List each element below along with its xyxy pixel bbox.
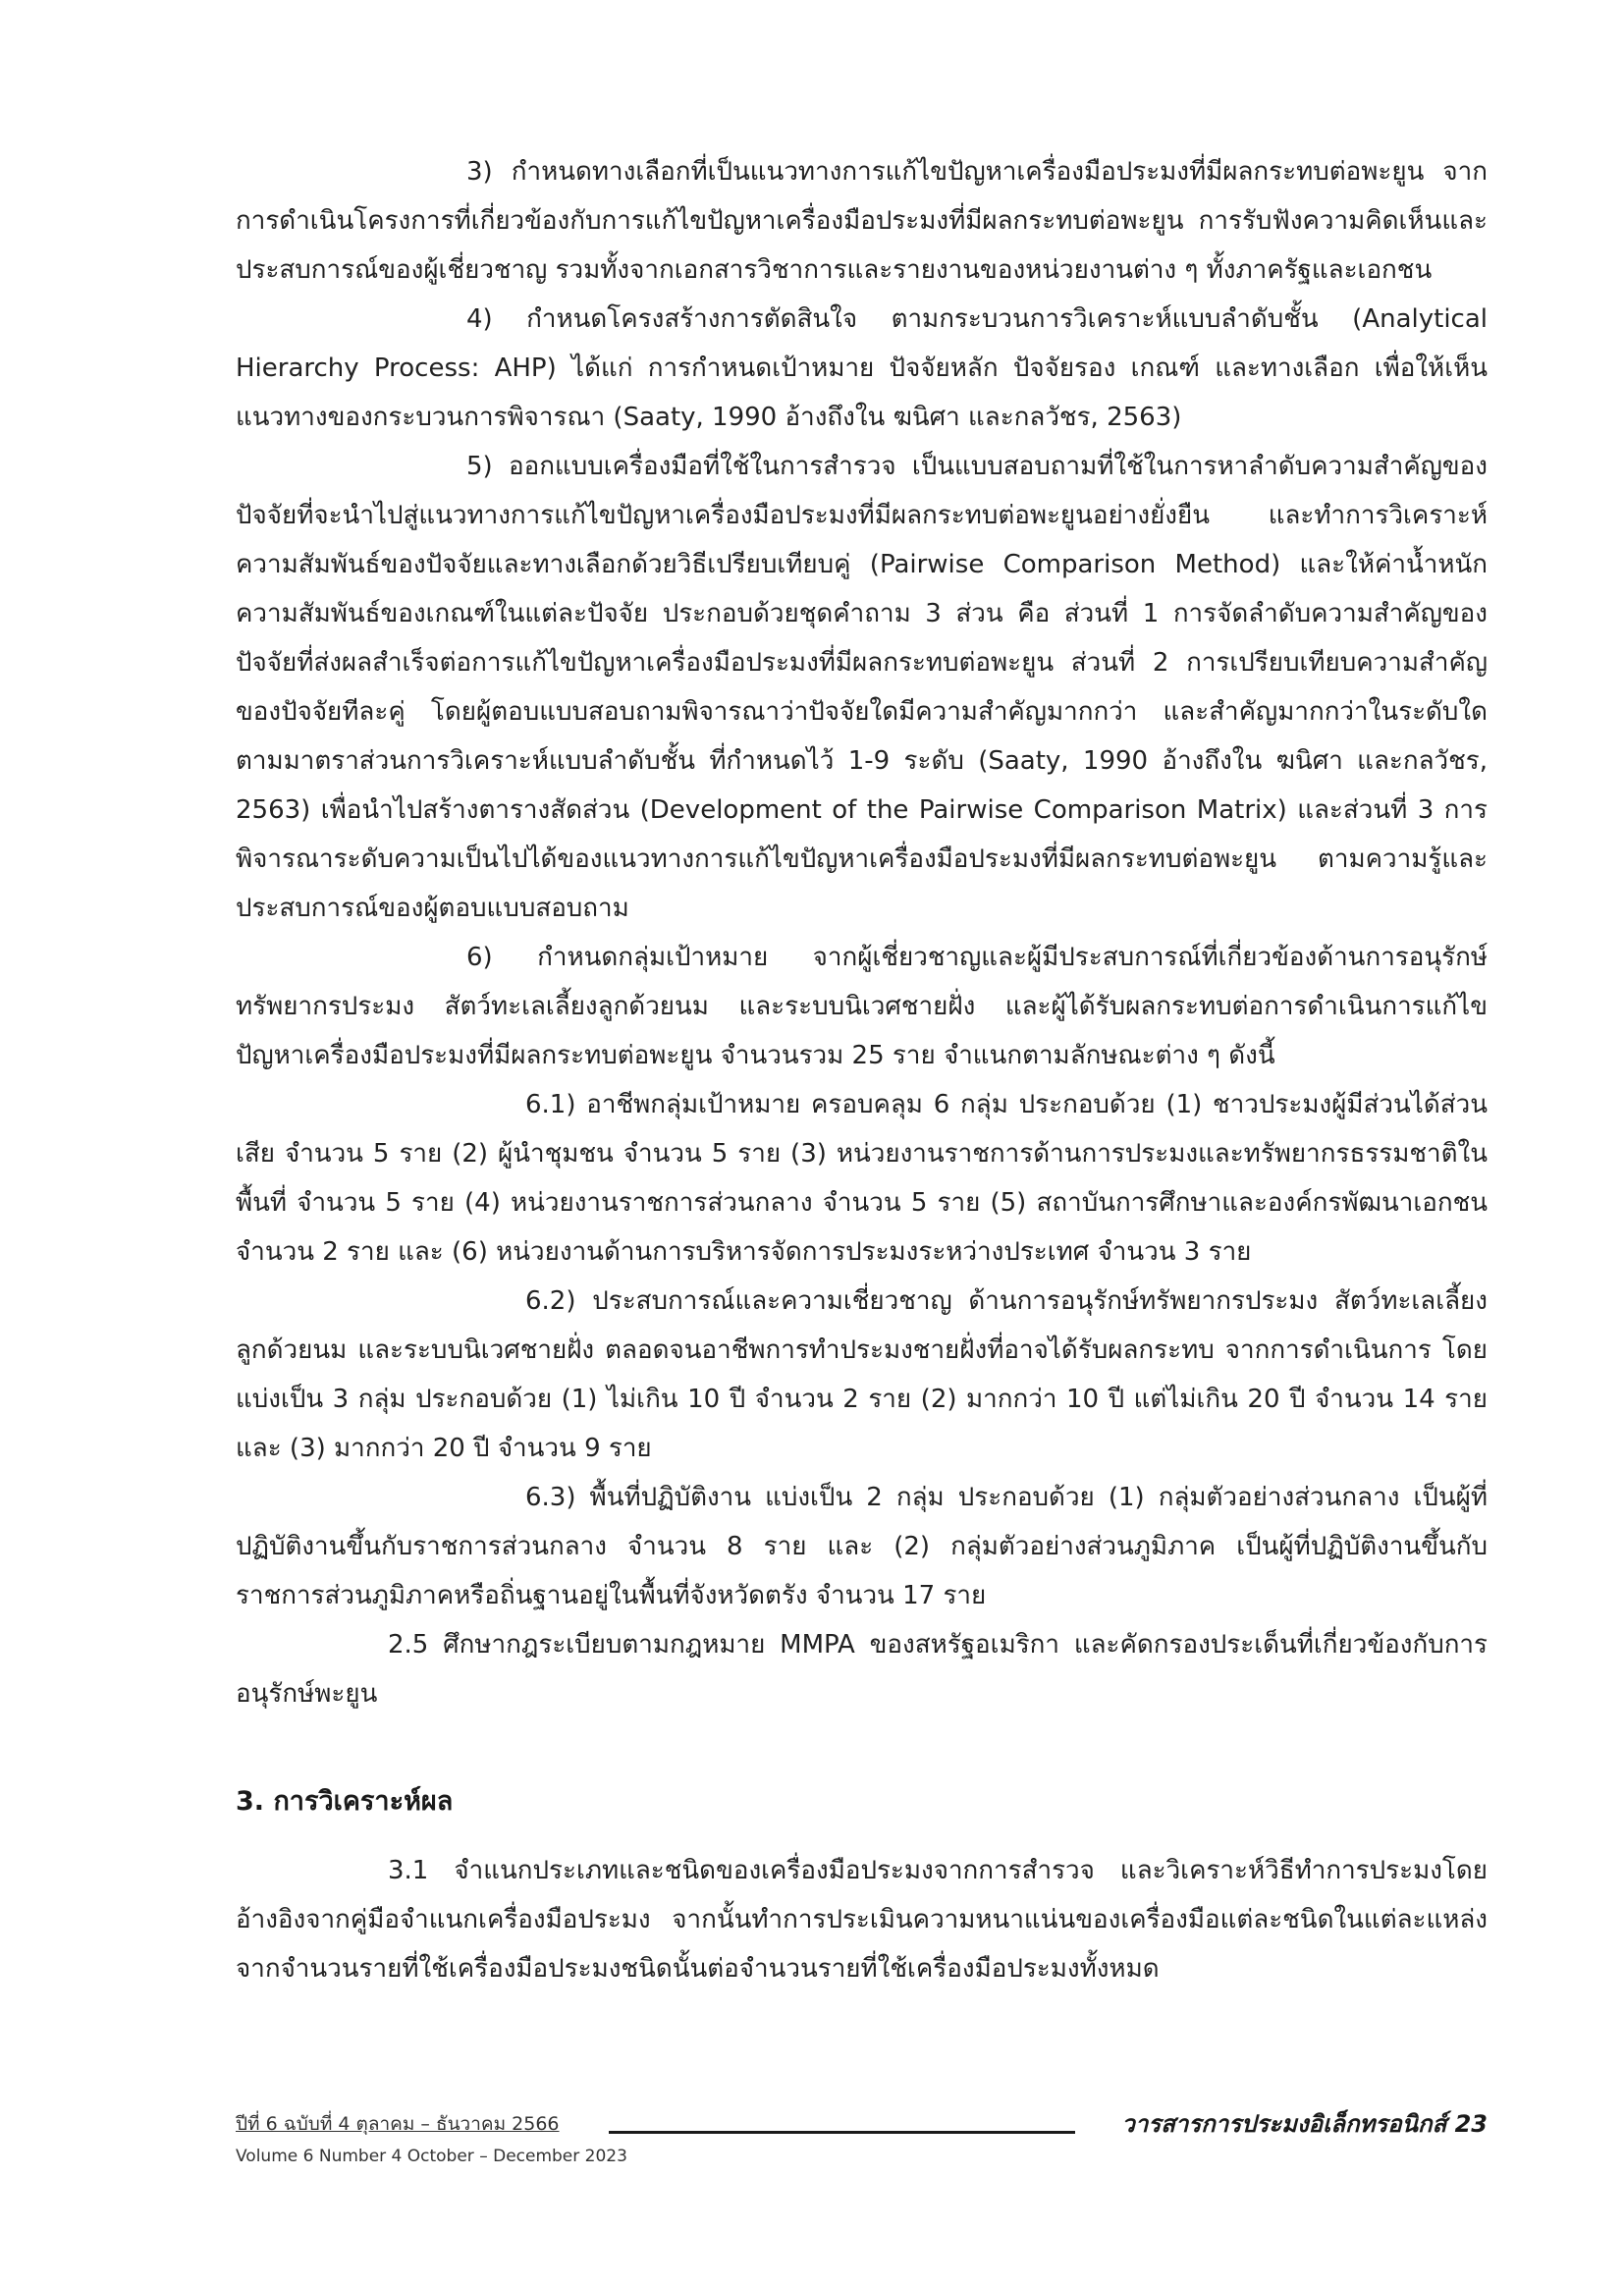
paragraph-step-3: 3) กำหนดทางเลือกที่เป็นแนวทางการแก้ไขปัญหาเครื่องมือประมงที่มีผลกระทบต่อพะยูน จากการดำเนินโครงการที่เกี่ยวข้องกับการแก้ไขปัญหาเครื่องมือประมงที่มีผลกระทบต่อพะยูน การรับฟังความคิดเห็นและประสบการณ์ของผู้เชี่ยวชาญ รวมทั้งจากเอกสารวิชาการและรายงานของหน่วยงานต่าง ๆ ทั้งภาครัฐและเอกชน: [236, 157, 1488, 285]
journal-name-page-number: วารสารการประมงอิเล็กทรอนิกส์ 23: [1121, 2110, 1488, 2138]
paragraph-step-6-3: 6.3) พื้นที่ปฏิบัติงาน แบ่งเป็น 2 กลุ่ม ประกอบด้วย (1) กลุ่มตัวอย่างส่วนกลาง เป็นผู้ที่ปฏิบัติงานขึ้นกับราชการส่วนกลาง จำนวน 8 ราย และ (2) กลุ่มตัวอย่างส่วนภูมิภาค เป็นผู้ที่ปฏิบัติงานขึ้นกับราชการส่วนภูมิภาคหรือถิ่นฐานอยู่ในพื้นที่จังหวัดตรัง จำนวน 17 ราย: [236, 1483, 1488, 1610]
issue-info-thai: ปีที่ 6 ฉบับที่ 4 ตุลาคม – ธันวาคม 2566: [236, 2113, 560, 2135]
paragraph-3-1: 3.1 จำแนกประเภทและชนิดของเครื่องมือประมงจากการสำรวจ และวิเคราะห์วิธีทำการประมงโดยอ้างอิงจากคู่มือจำแนกเครื่องมือประมง จากนั้นทำการประเมินความหนาแน่นของเครื่องมือแต่ละชนิดในแต่ละแหล่ง จากจำนวนรายที่ใช้เครื่องมือประมงชนิดนั้นต่อจำนวนรายที่ใช้เครื่องมือประมงทั้งหมด: [236, 1856, 1488, 1984]
section-heading-analysis: 3. การวิเคราะห์ผล: [236, 1786, 454, 1817]
paragraph-2-5: 2.5 ศึกษากฎระเบียบตามกฎหมาย MMPA ของสหรัฐอเมริกา และคัดกรองประเด็นที่เกี่ยวข้องกับการอนุรักษ์พะยูน: [236, 1630, 1488, 1709]
footer-top-row: [236, 2109, 1488, 2145]
paragraph-step-6-1: 6.1) อาชีพกลุ่มเป้าหมาย ครอบคลุม 6 กลุ่ม ประกอบด้วย (1) ชาวประมงผู้มีส่วนได้ส่วนเสีย จำนวน 5 ราย (2) ผู้นำชุมชน จำนวน 5 ราย (3) หน่วยงานราชการด้านการประมงและทรัพยากรธรรมชาติในพื้นที่ จำนวน 5 ราย (4) หน่วยงานราชการส่วนกลาง จำนวน 5 ราย (5) สถาบันการศึกษาและองค์กรพัฒนาเอกชน จำนวน 2 ราย และ (6) หน่วยงานด้านการบริหารจัดการประมงระหว่างประเทศ จำนวน 3 ราย: [236, 1090, 1488, 1267]
main-content: [236, 147, 1488, 1993]
issue-info-english: Volume 6 Number 4 October – December 2023: [236, 2147, 627, 2166]
footer-divider: [609, 2131, 1075, 2134]
page-footer: [236, 2109, 1488, 2168]
paragraph-step-5: 5) ออกแบบเครื่องมือที่ใช้ในการสำรวจ เป็นแบบสอบถามที่ใช้ในการหาลำดับความสำคัญของปัจจัยที่จะนำไปสู่แนวทางการแก้ไขปัญหาเครื่องมือประมงที่มีผลกระทบต่อพะยูนอย่างยั่งยืน และทำการวิเคราะห์ความสัมพันธ์ของปัจจัยและทางเลือกด้วยวิธีเปรียบเทียบคู่ (Pairwise Comparison Method) และให้ค่าน้ำหนักความสัมพันธ์ของเกณฑ์ในแต่ละปัจจัย ประกอบด้วยชุดคำถาม 3 ส่วน คือ ส่วนที่ 1 การจัดลำดับความสำคัญของปัจจัยที่ส่งผลสำเร็จต่อการแก้ไขปัญหาเครื่องมือประมงที่มีผลกระทบต่อพะยูน ส่วนที่ 2 การเปรียบเทียบความสำคัญของปัจจัยทีละคู่ โดยผู้ตอบแบบสอบถามพิจารณาว่าปัจจัยใดมีความสำคัญมากกว่า และสำคัญมากกว่าในระดับใด ตามมาตราส่วนการวิเคราะห์แบบลำดับชั้น ที่กำหนดไว้ 1-9 ระดับ (Saaty, 1990 อ้างถึงใน ฆนิศา และกลวัชร, 2563) เพื่อนำไปสร้างตารางสัดส่วน (Development of the Pairwise Comparison Matrix) และส่วนที่ 3 การพิจารณาระดับความเป็นไปได้ของแนวทางการแก้ไขปัญหาเครื่องมือประมงที่มีผลกระทบต่อพะยูน ตามความรู้และประสบการณ์ของผู้ตอบแบบสอบถาม: [236, 452, 1488, 923]
paragraph-step-6: 6) กำหนดกลุ่มเป้าหมาย จากผู้เชี่ยวชาญและผู้มีประสบการณ์ที่เกี่ยวข้องด้านการอนุรักษ์ทรัพยากรประมง สัตว์ทะเลเลี้ยงลูกด้วยนม และระบบนิเวศชายฝั่ง และผู้ได้รับผลกระทบต่อการดำเนินการแก้ไขปัญหาเครื่องมือประมงที่มีผลกระทบต่อพะยูน จำนวนรวม 25 ราย จำแนกตามลักษณะต่าง ๆ ดังนี้: [236, 943, 1488, 1070]
paragraph-step-4: 4) กำหนดโครงสร้างการตัดสินใจ ตามกระบวนการวิเคราะห์แบบลำดับชั้น (Analytical Hierarchy Process: AHP) ได้แก่ การกำหนดเป้าหมาย ปัจจัยหลัก ปัจจัยรอง เกณฑ์ และทางเลือก เพื่อให้เห็นแนวทางของกระบวนการพิจารณา (Saaty, 1990 อ้างถึงใน ฆนิศา และกลวัชร, 2563): [236, 304, 1488, 432]
paragraph-step-6-2: 6.2) ประสบการณ์และความเชี่ยวชาญ ด้านการอนุรักษ์ทรัพยากรประมง สัตว์ทะเลเลี้ยงลูกด้วยนม และระบบนิเวศชายฝั่ง ตลอดจนอาชีพการทำประมงชายฝั่งที่อาจได้รับผลกระทบ จากการดำเนินการ โดยแบ่งเป็น 3 กลุ่ม ประกอบด้วย (1) ไม่เกิน 10 ปี จำนวน 2 ราย (2) มากกว่า 10 ปี แต่ไม่เกิน 20 ปี จำนวน 14 ราย และ (3) มากกว่า 20 ปี จำนวน 9 ราย: [236, 1286, 1488, 1463]
